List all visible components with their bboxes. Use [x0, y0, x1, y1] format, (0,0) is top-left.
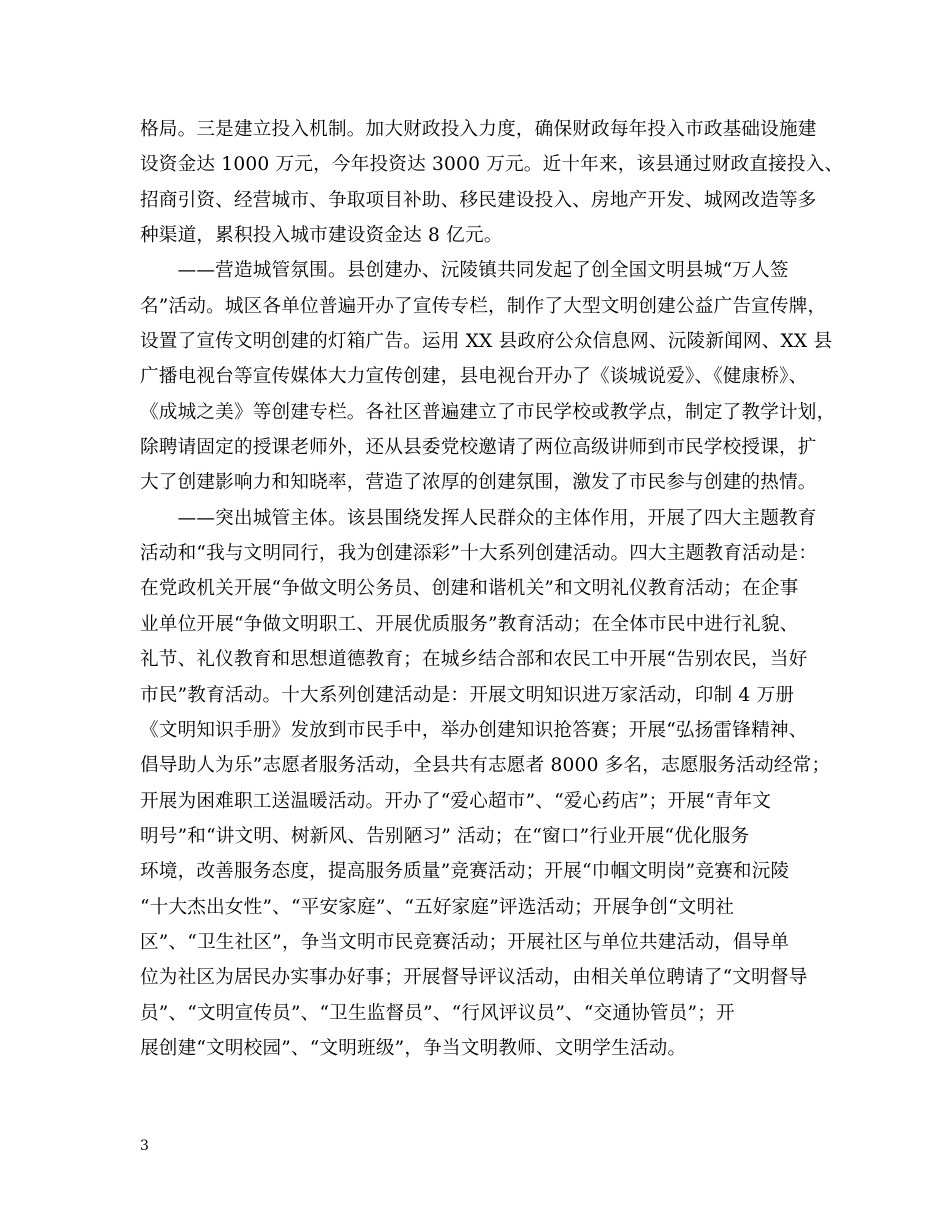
text-line: 在党政机关开展“争做文明公务员、创建和谐机关”和文明礼仪教育活动；在企事: [140, 578, 799, 600]
text-line: 开展为困难职工送温暖活动。开办了“爱心超市”、“爱心药店”；开展“青年文: [140, 790, 772, 812]
text-line: 礼节、礼仪教育和思想道德教育；在城乡结合部和农民工中开展“告别农民，当好: [140, 649, 808, 671]
text-line: 招商引资、经营城市、争取项目补助、移民建设投入、房地产开发、城网改造等多: [140, 189, 817, 211]
body-text: [140, 112, 844, 1066]
text-line: 位为社区为居民办实事办好事；开展督导评议活动，由相关单位聘请了“文明督导: [140, 967, 808, 989]
text-line: 区”、“卫生社区”，争当文明市民竞赛活动；开展社区与单位共建活动，倡导单: [140, 931, 790, 953]
text-line: 员”、“文明宣传员”、“卫生监督员”、“行风评议员”、“交通协管员”；开: [140, 1002, 735, 1024]
text-line: 名”活动。城区各单位普遍开办了宣传专栏，制作了大型文明创建公益广告宣传牌，: [140, 295, 827, 317]
text-line: 设置了宣传文明创建的灯箱广告。运用 XX 县政府公众信息网、沅陵新闻网、XX 县: [140, 331, 833, 353]
text-line: 除聘请固定的授课老师外，还从县委党校邀请了两位高级讲师到市民学校授课，扩: [140, 437, 817, 459]
text-line: 活动和“我与文明同行，我为创建添彩”十大系列创建活动。四大主题教育活动是：: [140, 543, 818, 565]
text-line: 设资金达 1000 万元，今年投资达 3000 万元。近十年来，该县通过财政直接投入、: [140, 154, 844, 176]
text-line: 倡导助人为乐”志愿者服务活动，全县共有志愿者 8000 多名，志愿服务活动经常；: [140, 755, 831, 777]
text-line: 大了创建影响力和知晓率，营造了浓厚的创建氛围，激发了市民参与创建的热情。: [140, 472, 817, 494]
text-line: 广播电视台等宣传媒体大力宣传创建，县电视台开办了《谈城说爱》、《健康桥》、: [140, 366, 808, 388]
text-line: 市民”教育活动。十大系列创建活动是：开展文明知识进万家活动，印制 4 万册: [140, 684, 795, 706]
text-line: 种渠道，累积投入城市建设资金达 8 亿元。: [140, 225, 503, 247]
text-line: 格局。三是建立投入机制。加大财政投入力度，确保财政每年投入市政基础设施建: [140, 119, 817, 140]
text-line: 展创建“文明校园”、“文明班级”，争当文明教师、文明学生活动。: [140, 1037, 687, 1059]
text-line: 业单位开展“争做文明职工、开展优质服务”教育活动；在全体市民中进行礼貌、: [140, 613, 799, 635]
text-line: ——营造城管氛围。县创建办、沅陵镇共同发起了创全国文明县城“万人签: [140, 260, 789, 282]
text-line: “十大杰出女性”、“平安家庭”、“五好家庭”评选活动；开展争创“文明社: [140, 896, 735, 918]
text-line: ——突出城管主体。该县围绕发挥人民群众的主体作用，开展了四大主题教育: [140, 507, 817, 529]
page-number: 3: [140, 1138, 149, 1154]
text-line: 《文明知识手册》发放到市民手中，举办创建知识抢答赛；开展“弘扬雷锋精神、: [140, 719, 808, 741]
text-line: 《成城之美》等创建专栏。各社区普遍建立了市民学校或教学点，制定了教学计划，: [140, 401, 836, 423]
text-line: 环境，改善服务态度，提高服务质量”竞赛活动；开展“巾帼文明岗”竞赛和沅陵: [140, 861, 790, 883]
text-line: 明号”和“讲文明、树新风、告别陋习” 活动；在“窗口”行业开展“优化服务: [140, 825, 750, 847]
